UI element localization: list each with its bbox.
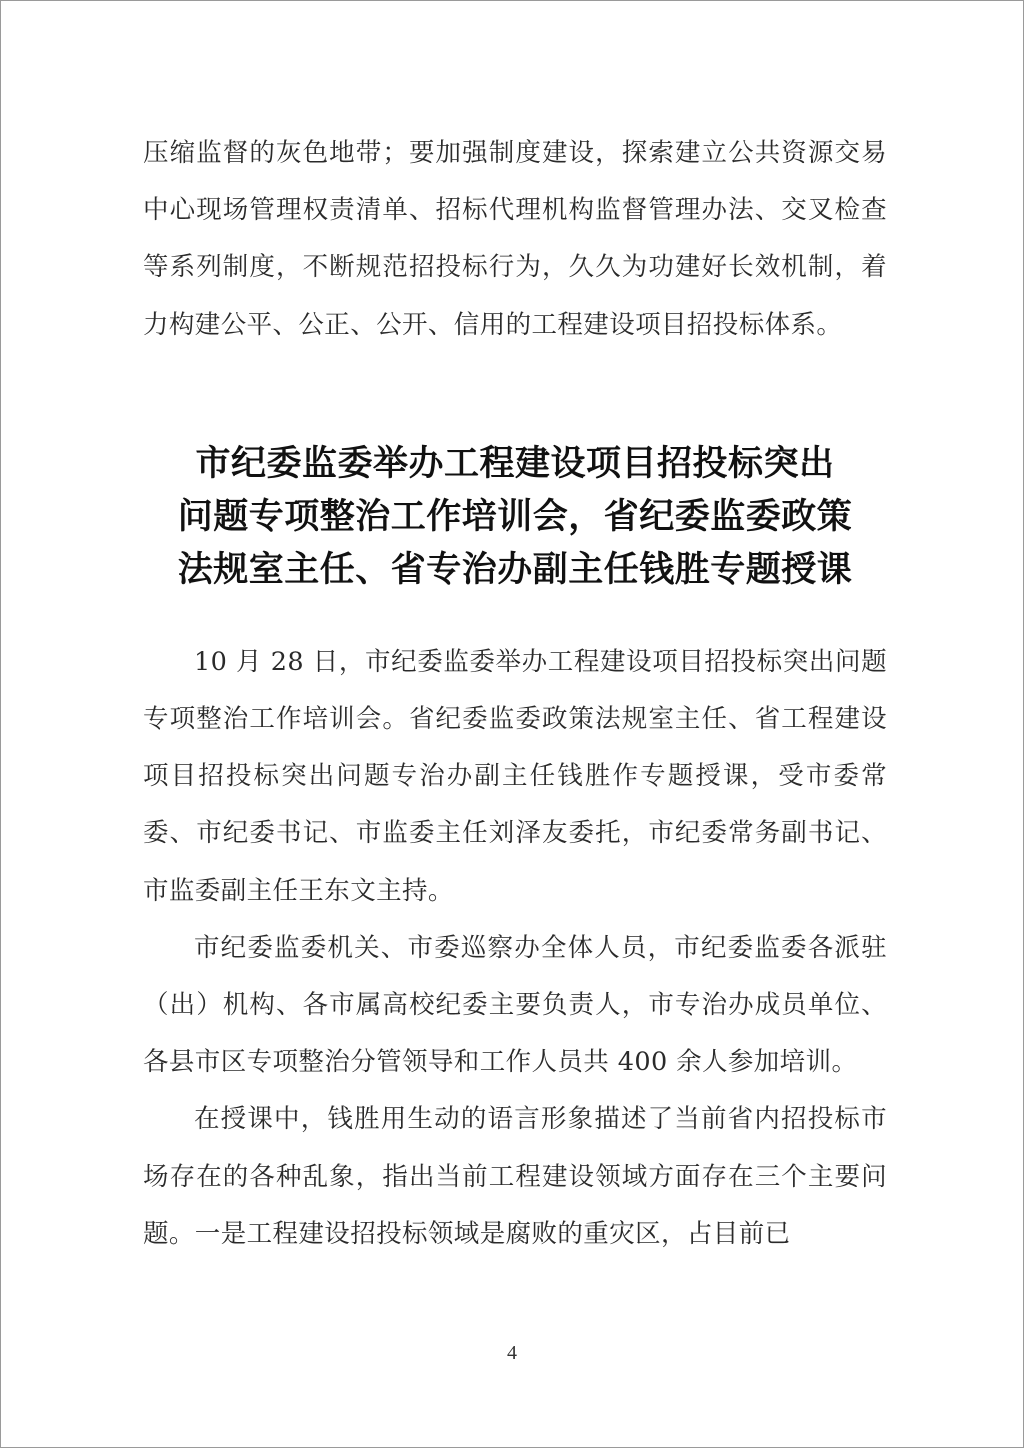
heading-line-2: 问题专项整治工作培训会，省纪委监委政策 [177,495,853,537]
body-paragraph: 10 月 28 日，市纪委监委举办工程建设项目招投标突出问题专项整治工作培训会。省纪委监委政策法规室主任、省工程建设项目招投标突出问题专治办副主任钱胜作专题授课，受市委常委、市纪委书记、市监委主任刘泽友委托，市纪委常务副书记、市监委副主任王东文主持。 [143,646,887,906]
heading-line-1: 市纪委监委举办工程建设项目招投标突出 [195,442,835,484]
heading-line-3: 法规室主任、省专治办副主任钱胜专题授课 [177,548,853,590]
body-paragraph: 市纪委监委机关、市委巡察办全体人员，市纪委监委各派驻（出）机构、各市属高校纪委主要负责人，市专治办成员单位、各县市区专项整治分管领导和工作人员共 400 余人参加培训。 [143,932,887,1078]
document-body [143,125,887,1263]
page-number: 4 [507,1342,517,1364]
article-heading [143,437,887,596]
body-paragraph: 在授课中，钱胜用生动的语言形象描述了当前省内招投标市场存在的各种乱象，指出当前工程建设领域方面存在三个主要问题。一是工程建设招投标领域是腐败的重灾区，占目前已 [143,1104,887,1249]
intro-paragraph: 压缩监督的灰色地带；要加强制度建设，探索建立公共资源交易中心现场管理权责清单、招标代理机构监督管理办法、交叉检查等系列制度，不断规范招投标行为，久久为功建好长效机制，着力构建公平、公正、公开、信用的工程建设项目招投标体系。 [143,138,887,340]
